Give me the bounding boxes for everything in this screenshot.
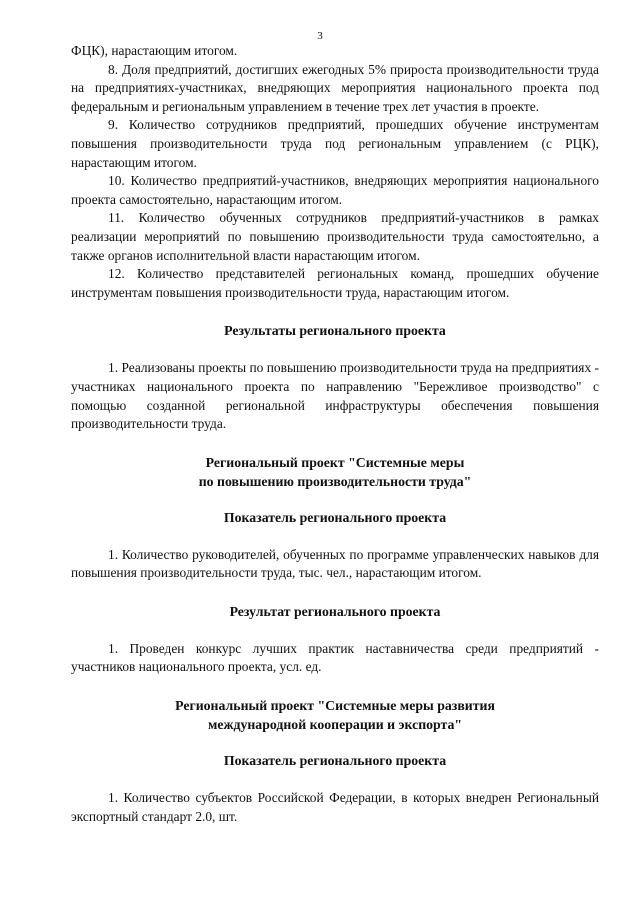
result-item-1: 1. Реализованы проекты по повышению производительности труда на предприятиях - участниках национального проекта по направлению "Бережливое производство" с помощью созданной региональной инфраструктуры обеспечения повышения производительности труда. [71, 360, 599, 432]
project-title-line1-export: Региональный проект "Системные меры развития [175, 698, 495, 714]
project-title-line2-export: международной кооперации и экспорта" [207, 717, 463, 733]
document-body [71, 42, 599, 826]
result-item-1-section2: 1. Проведен конкурс лучших практик наставничества среди предприятий - участников национального проекта, усл. ед. [71, 640, 599, 675]
list-item-11: 11. Количество обученных сотрудников предприятий-участников в рамках реализации мероприятий по повышению производительности труда самостоятельно, а также органов исполнительной власти нарастающим итогом. [71, 210, 599, 263]
section-heading-results: Результаты регионального проекта [224, 323, 446, 339]
list-item-10: 10. Количество предприятий-участников, внедряющих мероприятия национального проекта самостоятельно, нарастающим итогом. [71, 173, 599, 207]
indicator-heading: Показатель регионального проекта [223, 509, 447, 525]
project-title-line1: Региональный проект "Системные меры [205, 454, 465, 470]
paragraph-continuation: ФЦК), нарастающим итогом. [71, 43, 238, 58]
indicator-item-1: 1. Количество руководителей, обученных по программе управленческих навыков для повышения производительности труда, тыс. чел., нарастающим итогом. [71, 546, 599, 581]
result-heading: Результат регионального проекта [229, 603, 441, 619]
indicator-item-1-export: 1. Количество субъектов Российской Федерации, в которых внедрен Региональный экспортный стандарт 2.0, шт. [71, 790, 599, 824]
indicator-heading-export: Показатель регионального проекта [223, 753, 447, 769]
list-item-9: 9. Количество сотрудников предприятий, прошедших обучение инструментам повышения производительности труда под региональным управлением (с РЦК), нарастающим итогом. [71, 117, 599, 170]
project-title-line2: по повышению производительности труда" [198, 473, 472, 489]
page-number: 3 [317, 30, 323, 42]
list-item-12: 12. Количество представителей региональных команд, прошедших обучение инструментам повышения производительности труда, нарастающим итогом. [71, 266, 599, 300]
list-item-8: 8. Доля предприятий, достигших ежегодных 5% прироста производительности труда на предприятиях-участниках, внедряющих мероприятия национального проекта под федеральным и региональным управлением в течение трех лет участия в проекте. [71, 61, 599, 114]
